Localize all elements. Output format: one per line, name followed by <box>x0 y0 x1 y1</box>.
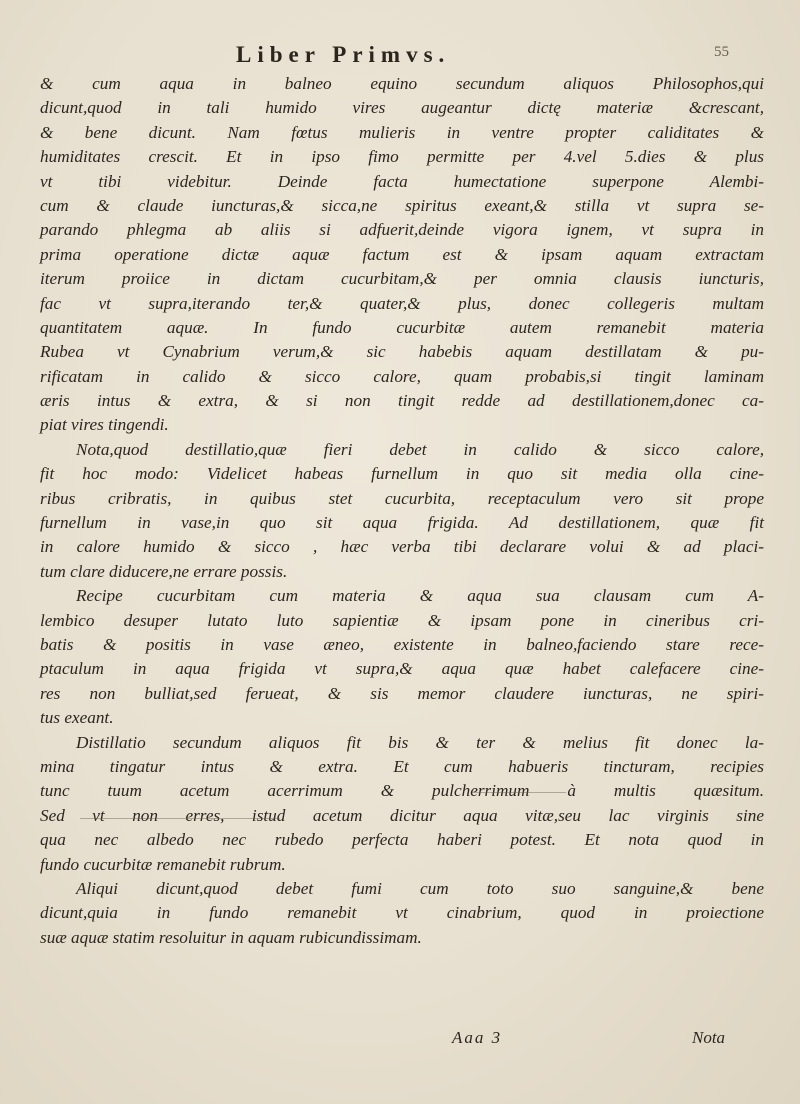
text-line: vt tibi videbitur. Deinde facta humectatione superpone Alembi- <box>40 171 764 191</box>
text-line: cum & claude iuncturas,& sicca,ne spiritus exeant,& stilla vt supra se- <box>40 195 764 215</box>
text-line: tus exeant. <box>40 708 114 728</box>
text-line: quantitatem aquæ. In fundo cucurbitæ autem remanebit materia <box>40 317 764 337</box>
text-line: suæ aquæ statim resoluitur in aquam rubicundissimam. <box>40 927 422 947</box>
underline-mark <box>80 818 280 819</box>
text-line: æris intus & extra, & si non tingit redde ad destillationem,donec ca- <box>40 391 764 411</box>
underline-mark <box>474 792 566 793</box>
text-line: & bene dicunt. Nam fœtus mulieris in ventre propter caliditates & <box>40 122 764 142</box>
text-line: batis & positis in vase æneo, existente in balneo,faciendo stare rece- <box>40 634 764 654</box>
text-line: Rubea vt Cynabrium verum,& sic habebis aquam destillatam & pu- <box>40 342 764 362</box>
signature-mark: Aaa 3 <box>452 1028 503 1047</box>
text-line: tunc tuum acetum acerrimum & pulcherrimum à multis quæsitum. <box>40 781 764 801</box>
text-line: fac vt supra,iterando ter,& quater,& plus, donec collegeris multam <box>40 293 764 313</box>
page-footer <box>420 1028 780 1054</box>
text-line: Sed vt non erres, istud acetum dicitur aqua vitæ,seu lac virginis sine <box>40 805 764 825</box>
text-line: dicunt,quia in fundo remanebit vt cinabrium, quod in proiectione <box>40 903 764 923</box>
text-line: fit hoc modo: Videlicet habeas furnellum in quo sit media olla cine- <box>40 464 764 484</box>
running-title: Liber Primvs. <box>236 42 451 67</box>
text-line: fundo cucurbitæ remanebit rubrum. <box>40 854 286 874</box>
running-head <box>0 42 800 72</box>
text-line: in calore humido & sicco , hæc verba tibi declarare volui & ad placi- <box>40 537 764 557</box>
text-line: lembico desuper lutato luto sapientiæ & ipsam pone in cineribus cri- <box>40 610 764 630</box>
text-line: ribus cribratis, in quibus stet cucurbita, receptaculum vero sit prope <box>40 488 764 508</box>
text-line: prima operatione dictæ aquæ factum est & ipsam aquam extractam <box>40 244 764 264</box>
text-line: ptaculum in aqua frigida vt supra,& aqua quæ habet calefacere cine- <box>40 659 764 679</box>
text-line: mina tingatur intus & extra. Et cum habueris tincturam, recipies <box>40 756 764 776</box>
paragraph-start: Distillatio secundum aliquos fit bis & ter & melius fit donec la- <box>76 732 764 752</box>
text-line: dicunt,quod in tali humido vires augeantur dictę materiæ &crescant, <box>40 98 764 118</box>
paragraph-start: Aliqui dicunt,quod debet fumi cum toto suo sanguine,& bene <box>76 878 764 898</box>
text-line: iterum proiice in dictam cucurbitam,& per omnia clausis iuncturis, <box>40 269 764 289</box>
text-line: humiditates crescit. Et in ipso fimo permitte per 4.vel 5.dies & plus <box>40 147 764 167</box>
paragraph-start: Recipe cucurbitam cum materia & aqua sua clausam cum A- <box>76 586 764 606</box>
folio-number: 55 <box>714 44 729 60</box>
text-line: parando phlegma ab aliis si adfuerit,deinde vigora ignem, vt supra in <box>40 220 764 240</box>
text-line: res non bulliat,sed ferueat, & sis memor claudere iuncturas, ne spiri- <box>40 683 764 703</box>
text-line: qua nec albedo nec rubedo perfecta haberi potest. Et nota quod in <box>40 830 764 850</box>
text-line: furnellum in vase,in quo sit aqua frigida. Ad destillationem, quæ fit <box>40 513 764 533</box>
text-line: rificatam in calido & sicco calore, quam probabis,si tingit laminam <box>40 366 764 386</box>
text-line: & cum aqua in balneo equino secundum aliquos Philosophos,qui <box>40 74 764 93</box>
text-line: tum clare diducere,ne errare possis. <box>40 561 288 581</box>
text-line: piat vires tingendi. <box>40 415 169 435</box>
paragraph-start: Nota,quod destillatio,quæ fieri debet in calido & sicco calore, <box>76 439 764 459</box>
catchword: Nota <box>692 1028 726 1047</box>
